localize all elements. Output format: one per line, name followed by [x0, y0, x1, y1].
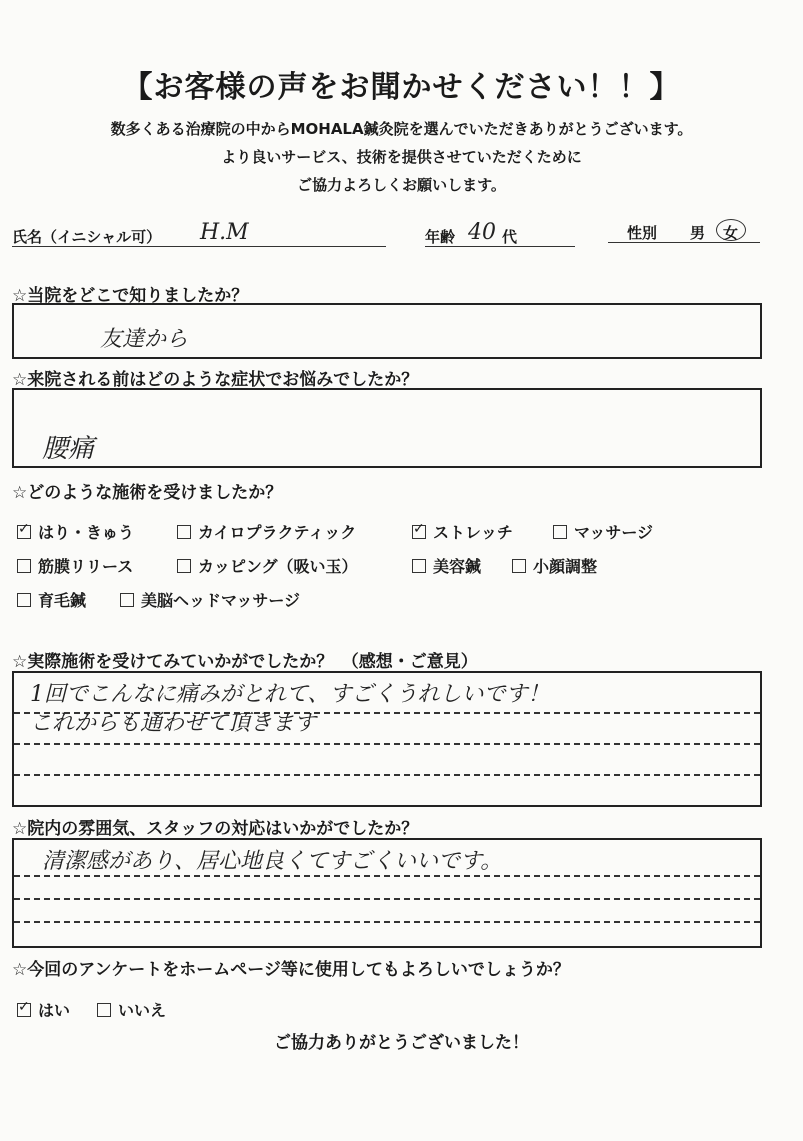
gender-female[interactable]: 女 [723, 224, 739, 242]
treatment-cupping[interactable]: カッピング（吸い玉） [177, 554, 358, 577]
question-impression: ☆実際施術を受けてみていかがでしたか？ （感想・ご意見） [12, 652, 478, 672]
treatment-face-adjustment[interactable]: 小顔調整 [512, 554, 597, 577]
intro-line-1: 数多くある治療院の中からMOHALA鍼灸院を選んでいただきありがとうございます。 [110, 120, 693, 138]
checkbox-icon[interactable] [553, 525, 567, 539]
treatment-hair-growth[interactable]: 育毛鍼 [17, 588, 86, 611]
checkbox-icon[interactable] [177, 525, 191, 539]
gender-label: 性別 [627, 224, 658, 242]
answer-impression-line-2: これからも通わせて頂きます [30, 711, 317, 736]
checkbox-icon[interactable] [17, 593, 31, 607]
intro-line-2: より良いサービス、技術を提供させていただくために [221, 148, 582, 166]
dashed-line [14, 898, 760, 900]
treatment-acupuncture[interactable]: ✓はり・きゅう [17, 520, 134, 543]
treatment-head-massage[interactable]: 美脳ヘッドマッサージ [120, 588, 300, 611]
dashed-line [14, 774, 760, 776]
age-label: 年齢 [425, 228, 456, 246]
question-treatments: ☆どのような施術を受けましたか？ [12, 483, 283, 503]
treatment-beauty-acupuncture[interactable]: 美容鍼 [412, 554, 481, 577]
answer-source-text: 友達から [100, 327, 189, 352]
answer-box-symptoms[interactable] [12, 388, 762, 468]
consent-yes[interactable]: ✓はい [17, 998, 70, 1021]
consent-no[interactable]: いいえ [97, 998, 166, 1021]
checkbox-checked-icon[interactable] [17, 1003, 31, 1017]
dashed-line [14, 875, 760, 877]
thanks-message: ご協力ありがとうございました！ [274, 1033, 529, 1053]
question-permission: ☆今回のアンケートをホームページ等に使用してもよろしいでしょうか？ [12, 960, 570, 980]
treatment-massage[interactable]: マッサージ [553, 520, 653, 543]
treatment-chiropractic[interactable]: カイロプラクティック [177, 520, 356, 543]
dashed-line [14, 743, 760, 745]
age-suffix: 代 [502, 228, 518, 246]
checkbox-checked-icon[interactable] [412, 525, 426, 539]
treatment-stretch[interactable]: ✓ ストレッチ [412, 520, 513, 543]
question-source: ☆当院をどこで知りましたか？ [12, 286, 249, 306]
checkbox-icon[interactable] [17, 559, 31, 573]
question-atmosphere: ☆院内の雰囲気、スタッフの対応はいかがでしたか？ [12, 819, 419, 839]
answer-impression-line-1: 1回でこんなに痛みがとれて、すごくうれしいです！ [30, 682, 550, 707]
checkbox-icon[interactable] [177, 559, 191, 573]
gender-male[interactable]: 男 [690, 224, 706, 242]
checkbox-icon[interactable] [97, 1003, 111, 1017]
gender-underline [608, 242, 760, 243]
age-underline [425, 246, 575, 247]
name-value[interactable]: H.M [200, 220, 249, 245]
treatment-fascia-release[interactable]: 筋膜リリース [17, 554, 133, 577]
survey-title: 【お客様の声をお聞かせください！！】 [122, 70, 681, 105]
checkbox-checked-icon[interactable] [17, 525, 31, 539]
name-underline [12, 246, 386, 247]
dashed-line [14, 921, 760, 923]
age-value[interactable]: 40 [468, 220, 496, 245]
intro-line-3: ご協力よろしくお願いします。 [297, 176, 506, 194]
checkbox-icon[interactable] [120, 593, 134, 607]
checkbox-icon[interactable] [512, 559, 526, 573]
checkbox-icon[interactable] [412, 559, 426, 573]
answer-atmosphere-line-1: 清潔感があり、居心地良くてすごくいいです。 [42, 849, 503, 874]
answer-symptoms-text: 腰痛 [42, 434, 95, 464]
question-symptoms: ☆来院される前はどのような症状でお悩みでしたか？ [12, 370, 419, 390]
name-label: 氏名（イニシャル可） [12, 228, 162, 246]
